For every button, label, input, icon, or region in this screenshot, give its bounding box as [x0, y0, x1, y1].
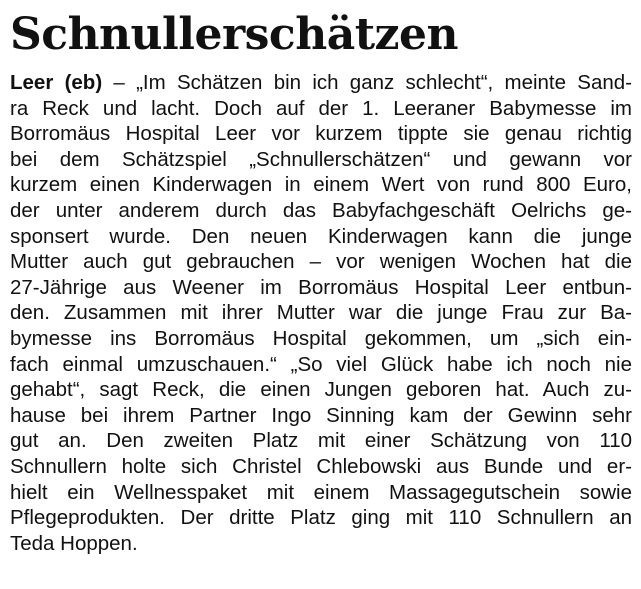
article-body: [10, 70, 632, 556]
body-line: gehabt“, sagt Reck, die einen Jungen geboren hat. Auch zu-: [10, 378, 632, 402]
body-line: sponsert wurde. Den neuen Kinderwagen kann die junge: [10, 224, 632, 248]
body-line: Pflegeprodukten. Der dritte Platz ging mit 110 Schnullern an: [10, 506, 632, 530]
body-line: [10, 70, 632, 96]
body-line: hielt ein Wellnesspaket mit einem Massagegutschein sowie: [10, 480, 632, 504]
body-line: den. Zusammen mit ihrer Mutter war die junge Frau zur Ba-: [10, 301, 632, 325]
body-line: 27-Jährige aus Weener im Borromäus Hospital Leer entbun-: [10, 275, 632, 299]
article: [10, 6, 632, 556]
body-line: ra Reck und lacht. Doch auf der 1. Leeraner Babymesse im: [10, 96, 632, 120]
body-line-text: – „Im Schätzen bin ich ganz schlecht“, meinte Sand-: [102, 71, 632, 94]
body-line: gut an. Den zweiten Platz mit einer Schätzung von 110: [10, 429, 632, 453]
body-line: Borromäus Hospital Leer vor kurzem tippte sie genau richtig: [10, 122, 632, 146]
body-line: Teda Hoppen.: [10, 531, 138, 555]
body-line: hause bei ihrem Partner Ingo Sinning kam der Gewinn sehr: [10, 403, 632, 427]
body-line: bymesse ins Borromäus Hospital gekommen, um „sich ein-: [10, 326, 632, 350]
body-line: fach einmal umzuschauen.“ „So viel Glück habe ich noch nie: [10, 352, 632, 376]
body-line: der unter anderem durch das Babyfachgeschäft Oelrichs ge-: [10, 198, 632, 222]
body-line: Schnullern holte sich Christel Chlebowski aus Bunde und er-: [10, 454, 632, 478]
article-headline: Schnullerschätzen: [10, 9, 458, 60]
body-line: kurzem einen Kinderwagen in einem Wert von rund 800 Euro,: [10, 173, 632, 197]
body-line: bei dem Schätzspiel „Schnullerschätzen“ und gewann vor: [10, 147, 632, 171]
article-dateline: Leer (eb): [10, 71, 103, 94]
body-line: Mutter auch gut gebrauchen – vor wenigen Wochen hat die: [10, 250, 632, 274]
